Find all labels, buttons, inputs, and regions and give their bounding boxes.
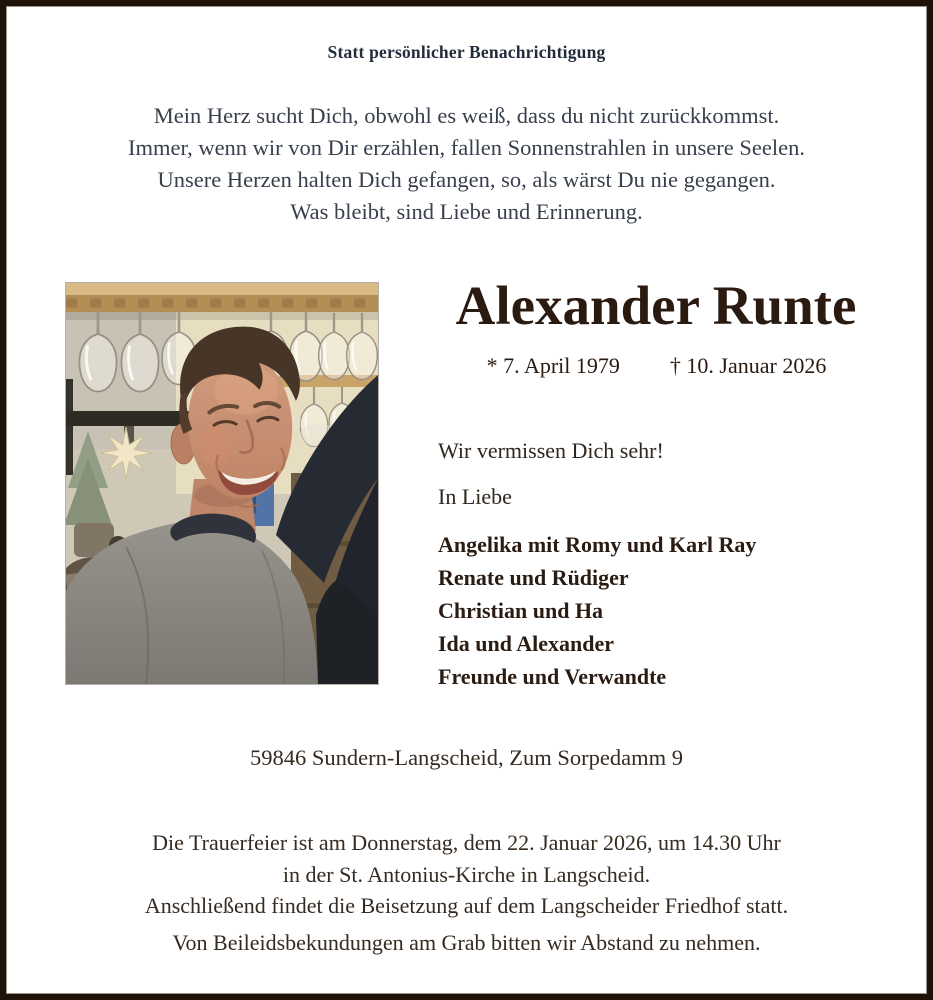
memorial-photo <box>65 282 379 685</box>
poem-line: Was bleibt, sind Liebe und Erinnerung. <box>290 199 643 224</box>
funeral-info <box>0 827 933 922</box>
preface-line: Statt persönlicher Benachrichtigung <box>327 42 606 62</box>
life-dates <box>438 353 875 379</box>
poem-line: Unsere Herzen halten Dich gefangen, so, als wärst Du nie gegangen. <box>157 167 776 192</box>
mourner-line: Freunde und Verwandte <box>438 664 667 689</box>
memorial-poem <box>0 100 933 228</box>
farewell-line: Wir vermissen Dich sehr! <box>438 438 664 463</box>
funeral-line: Die Trauerfeier ist am Donnerstag, dem 22. Januar 2026, um 14.30 Uhr <box>152 830 781 855</box>
poem-line: Immer, wenn wir von Dir erzählen, fallen Sonnenstrahlen in unsere Seelen. <box>128 135 805 160</box>
funeral-line: in der St. Antonius-Kirche in Langscheid. <box>282 861 651 887</box>
mourner-line: Christian und Ha <box>438 598 604 623</box>
mourner-line: Angelika mit Romy und Karl Ray <box>438 532 757 557</box>
mourner-line: Renate und Rüdiger <box>438 565 629 590</box>
poem-line: Mein Herz sucht Dich, obwohl es weiß, dass du nicht zurückkommst. <box>153 103 780 128</box>
death-date: † 10. Januar 2026 <box>669 353 827 378</box>
photo-warm-overlay <box>66 283 378 684</box>
condolence-line: Von Beileidsbekundungen am Grab bitten wir Abstand zu nehmen. <box>172 930 761 955</box>
address-line: 59846 Sundern-Langscheid, Zum Sorpedamm 9 <box>249 745 684 770</box>
funeral-line: Anschließend findet die Beisetzung auf dem Langscheider Friedhof statt. <box>144 893 789 918</box>
closing-line: In Liebe <box>438 484 512 509</box>
photo-illustration <box>66 283 378 684</box>
deceased-name: Alexander Runte <box>455 275 857 336</box>
mourner-line: Ida und Alexander <box>438 631 615 656</box>
birth-date: * 7. April 1979 <box>486 353 620 378</box>
mourners-list <box>438 528 756 693</box>
